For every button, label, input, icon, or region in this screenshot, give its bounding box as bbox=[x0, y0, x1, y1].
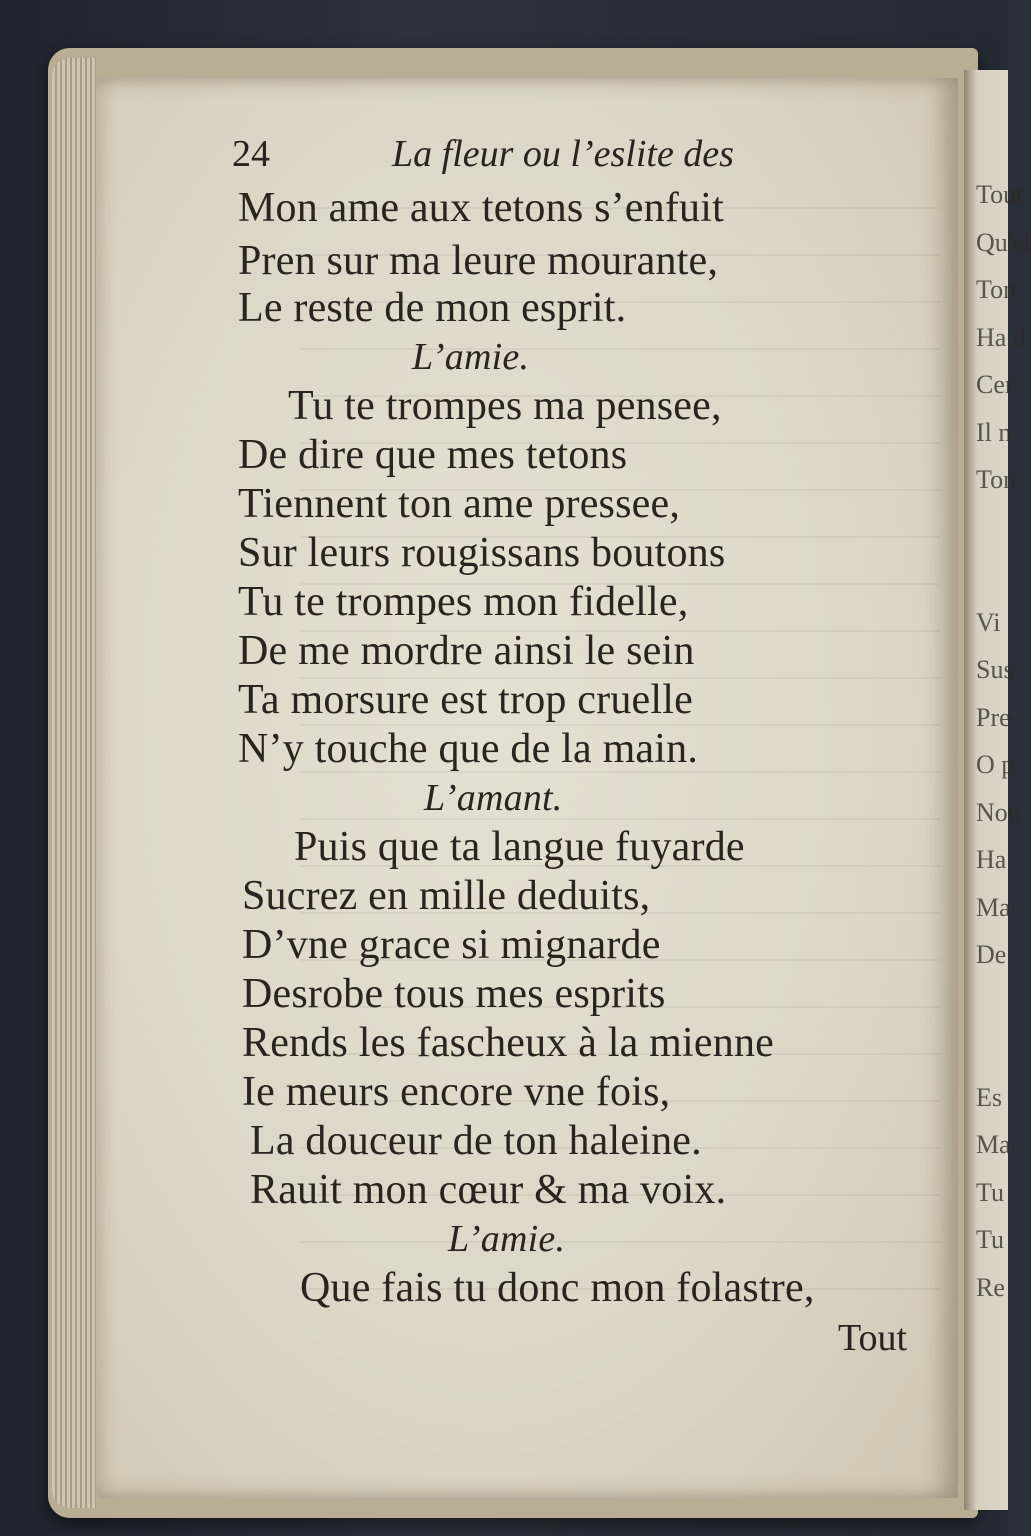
facing-fragment: Ha d bbox=[976, 322, 1026, 352]
facing-fragment: Tout bbox=[976, 180, 1024, 209]
facing-fragment: Tu bbox=[976, 1177, 1004, 1207]
facing-fragment: Pre bbox=[976, 702, 1011, 732]
facing-fragment: Ton bbox=[976, 275, 1017, 304]
page-header bbox=[232, 132, 772, 182]
facing-fragment: Vi bbox=[976, 607, 1001, 637]
facing-fragment: Ma bbox=[976, 1130, 1011, 1159]
facing-fragment: De bbox=[976, 940, 1007, 969]
verse-line: Mon ame aux tetons s’enfuit bbox=[238, 185, 724, 231]
verse-line: Tu te trompes mon fidelle, bbox=[238, 579, 689, 625]
verse-line: Sucrez en mille deduits, bbox=[242, 873, 651, 919]
facing-fragment: Ton bbox=[976, 465, 1017, 494]
verse-line: D’vne grace si mignarde bbox=[242, 922, 661, 968]
verse-line: Rauit mon cœur & ma voix. bbox=[250, 1167, 727, 1213]
facing-fragment: O p bbox=[976, 750, 1015, 779]
page-number: 24 bbox=[232, 133, 270, 175]
catchword: Tout bbox=[838, 1317, 908, 1359]
verse-line: Sur leurs rougissans boutons bbox=[238, 530, 726, 576]
verse-line: Ta morsure est trop cruelle bbox=[238, 677, 693, 723]
facing-fragment: Nou bbox=[976, 797, 1021, 827]
facing-fragment: Cer bbox=[976, 370, 1014, 399]
verse-line: De me mordre ainsi le sein bbox=[238, 628, 695, 674]
verse-line: Desrobe tous mes esprits bbox=[242, 971, 666, 1017]
verse-line: Que fais tu donc mon folastre, bbox=[300, 1265, 815, 1311]
verse-line: Tu te trompes ma pensee, bbox=[288, 383, 722, 429]
verse-line: La douceur de ton haleine. bbox=[250, 1118, 702, 1164]
verse-line: De dire que mes tetons bbox=[238, 432, 628, 478]
verse-line: N’y touche que de la main. bbox=[238, 726, 699, 772]
speaker-label: L’amie. bbox=[412, 336, 530, 378]
verse-line: Pren sur ma leure mourante, bbox=[238, 238, 719, 284]
facing-fragment: Ha bbox=[976, 845, 1007, 874]
verse-line: Rends les fascheux à la mienne bbox=[242, 1020, 774, 1066]
facing-fragment: Qu'el bbox=[976, 227, 1031, 257]
facing-fragment: Ma bbox=[976, 892, 1011, 922]
facing-fragment: Tu bbox=[976, 1225, 1004, 1254]
facing-fragment: Sus bbox=[976, 655, 1014, 684]
facing-fragment: Es bbox=[976, 1082, 1002, 1112]
verse-line: Ie meurs encore vne fois, bbox=[242, 1069, 671, 1115]
verse-line: Le reste de mon esprit. bbox=[238, 285, 627, 331]
verse-line: Puis que ta langue fuyarde bbox=[294, 824, 745, 870]
verse-line: Tiennent ton ame pressee, bbox=[238, 481, 681, 527]
running-title: La fleur ou l’eslite des bbox=[392, 133, 734, 175]
facing-fragment: Il n bbox=[976, 417, 1012, 447]
facing-fragment: Re bbox=[976, 1272, 1005, 1302]
speaker-label: L’amant. bbox=[424, 777, 563, 819]
speaker-label: L’amie. bbox=[448, 1218, 566, 1260]
